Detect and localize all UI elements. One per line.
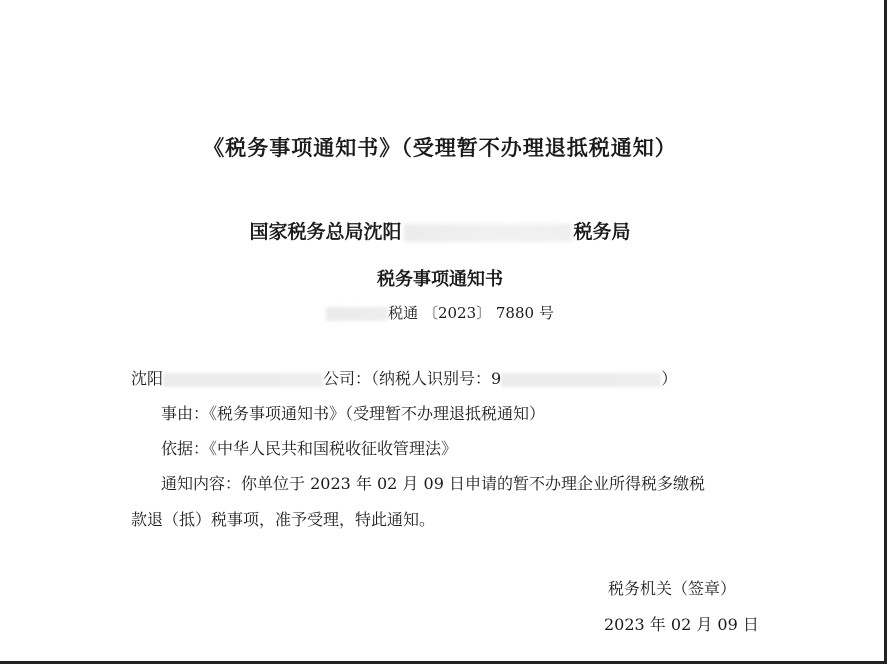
redacted-region — [404, 224, 572, 242]
addressee-prefix: 沈阳 — [131, 369, 164, 388]
signature-date: 2023 年 02 月 09 日 — [604, 615, 759, 634]
notice-content-line-1: 通知内容：你单位于 2023 年 02 月 09 日申请的暂不办理企业所得税多缴税 — [161, 474, 705, 493]
reason-text: 《税务事项通知书》（受理暂不办理退抵税通知） — [209, 404, 546, 423]
redacted-region — [326, 307, 388, 321]
addressee-line — [131, 366, 677, 389]
document-title: 《税务事项通知书》（受理暂不办理退抵税通知） — [203, 136, 677, 160]
addressee-end: ） — [661, 369, 678, 388]
signature-authority: 税务机关（签章） — [608, 579, 737, 598]
issuer-prefix: 国家税务总局沈阳 — [249, 221, 402, 243]
document-number — [0, 302, 880, 323]
document-number-text: 税通 〔2023〕 7880 号 — [388, 304, 554, 322]
redacted-region — [501, 373, 661, 387]
basis-text: 《中华人民共和国税收征收管理法》 — [209, 439, 458, 458]
reason-line — [161, 401, 545, 424]
reason-label: 事由： — [161, 404, 210, 423]
issuer-suffix: 税务局 — [573, 221, 631, 243]
redacted-region — [163, 373, 323, 387]
basis-line — [161, 436, 457, 459]
addressee-middle: 公司：（纳税人识别号：9 — [323, 369, 502, 388]
basis-label: 依据： — [161, 439, 210, 458]
document-subtitle: 税务事项通知书 — [377, 269, 503, 290]
issuer-name — [0, 217, 880, 244]
notice-content-line-2: 款退（抵）税事项，准予受理，特此通知。 — [131, 510, 436, 529]
